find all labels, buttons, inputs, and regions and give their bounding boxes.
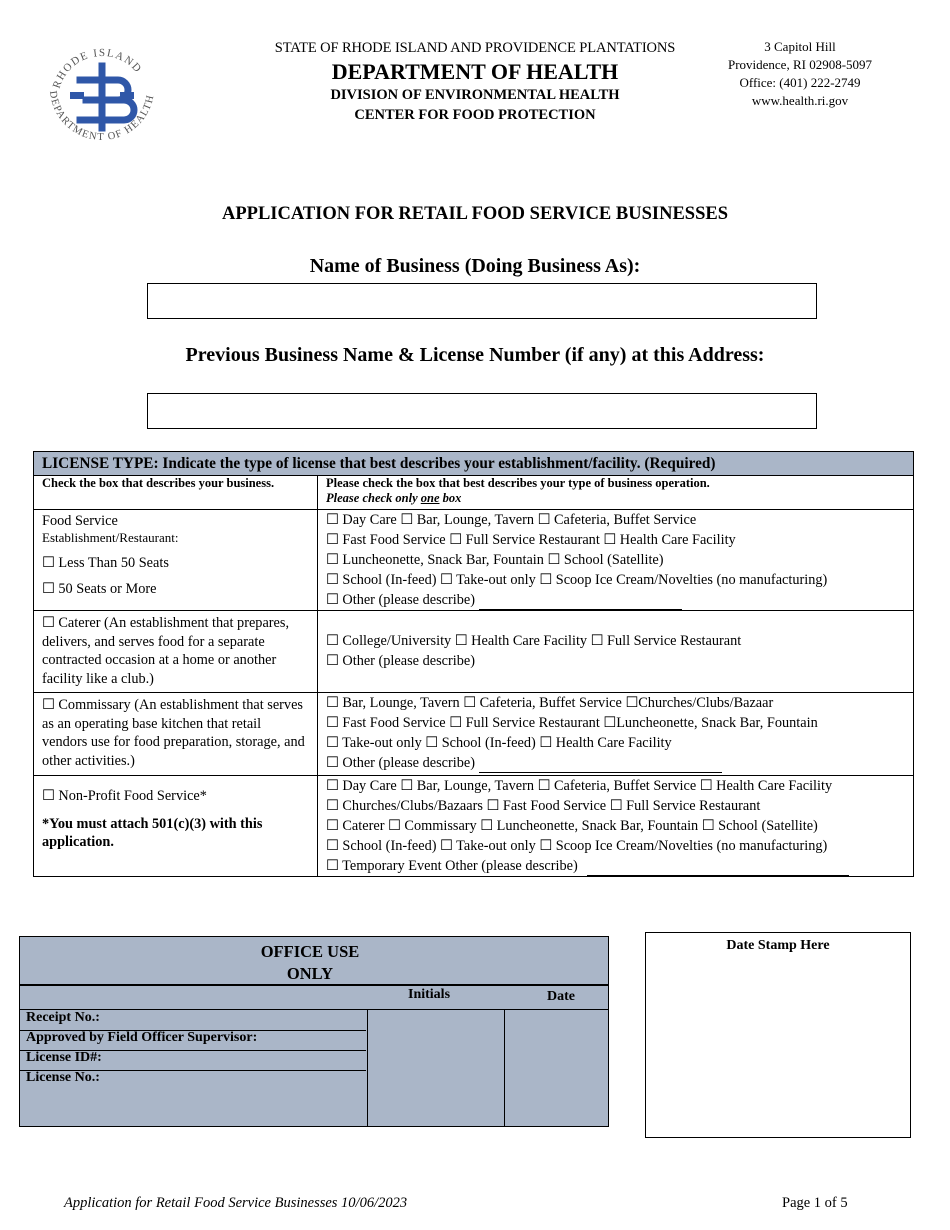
license-type-table <box>33 451 914 877</box>
date-stamp-box: Date Stamp Here <box>645 932 911 1138</box>
business-name-field[interactable] <box>147 283 817 319</box>
rhode-island-doh-seal <box>40 38 164 154</box>
department-name: DEPARTMENT OF HEALTH <box>331 59 619 84</box>
previous-business-label: Previous Business Name & License Number (if any) at this Address: <box>185 344 765 366</box>
col2-header-line1: Please check the box that best describes your type of business operation. <box>326 476 710 490</box>
option-line[interactable]: ☐ Other (please describe) <box>326 753 905 773</box>
option-line[interactable]: ☐ School (In-feed) ☐ Take-out only ☐ Scoop Ice Cream/Novelties (no manufacturing) <box>326 838 828 854</box>
license-id-label: License ID#: <box>26 1050 102 1065</box>
office-phone: Office: (401) 222-2749 <box>739 75 861 90</box>
license-row-caterer <box>34 611 914 693</box>
col1-header: Check the box that describes your business. <box>34 476 318 510</box>
svg-text:DEPARTMENT OF HEALTH: DEPARTMENT OF HEALTH <box>46 90 157 144</box>
address-line-1: 3 Capitol Hill <box>764 39 836 54</box>
option-line[interactable]: ☐ Churches/Clubs/Bazaars ☐ Fast Food Service ☐ Full Service Restaurant <box>326 798 761 814</box>
footer-form-id: Application for Retail Food Service Businesses 10/06/2023 <box>64 1195 408 1211</box>
state-name: STATE OF RHODE ISLAND AND PROVIDENCE PLANTATIONS <box>274 40 676 56</box>
other-describe-field[interactable] <box>479 758 722 773</box>
food-service-title: Food Service <box>42 513 118 529</box>
other-describe-field[interactable] <box>479 595 682 610</box>
checkbox-caterer[interactable]: ☐ Caterer (An establishment that prepares, delivers, and serves food for a separate contracted occasion at a home or another facility like a club.) <box>34 611 318 693</box>
contact-block <box>720 38 880 110</box>
option-line[interactable]: ☐ School (In-feed) ☐ Take-out only ☐ Scoop Ice Cream/Novelties (no manufacturing) <box>326 572 828 588</box>
option-line[interactable]: ☐ Take-out only ☐ School (In-feed) ☐ Health Care Facility <box>326 735 672 751</box>
license-row-non-profit <box>34 776 914 877</box>
date-header: Date <box>547 989 575 1004</box>
option-line[interactable]: ☐ Luncheonette, Snack Bar, Fountain ☐ School (Satellite) <box>326 552 664 568</box>
option-line[interactable]: ☐ Temporary Event Other (please describe) <box>326 856 905 876</box>
office-use-title: OFFICE USE ONLY <box>260 942 360 983</box>
website: www.health.ri.gov <box>751 93 849 108</box>
option-line[interactable]: ☐ Bar, Lounge, Tavern ☐ Cafeteria, Buffet Service ☐Churches/Clubs/Bazaar <box>326 695 774 711</box>
office-use-box <box>19 936 609 1127</box>
license-row-food-service <box>34 510 914 611</box>
checkbox-non-profit[interactable]: ☐ Non-Profit Food Service* <box>42 788 207 804</box>
other-describe-field[interactable] <box>587 861 849 876</box>
license-type-heading: LICENSE TYPE: Indicate the type of license that best describes your establishment/facility. (Required) <box>34 452 914 476</box>
option-line[interactable]: ☐ College/University ☐ Health Care Facility ☐ Full Service Restaurant <box>326 633 742 649</box>
option-line[interactable]: ☐ Other (please describe) <box>326 590 905 610</box>
col2-header-line2: Please check only one box <box>326 491 462 505</box>
option-line[interactable]: ☐ Day Care ☐ Bar, Lounge, Tavern ☐ Cafeteria, Buffet Service ☐ Health Care Facility <box>326 778 833 794</box>
option-line[interactable]: ☐ Day Care ☐ Bar, Lounge, Tavern ☐ Cafeteria, Buffet Service <box>326 512 697 528</box>
checkbox-50-seats-or-more[interactable]: ☐ 50 Seats or More <box>42 581 157 597</box>
option-line[interactable]: ☐ Fast Food Service ☐ Full Service Restaurant ☐Luncheonette, Snack Bar, Fountain <box>326 715 818 731</box>
license-no-label: License No.: <box>26 1070 100 1085</box>
division-name: DIVISION OF ENVIRONMENTAL HEALTH <box>330 87 620 103</box>
license-row-commissary <box>34 693 914 776</box>
non-profit-note: *You must attach 501(c)(3) with this application. <box>42 816 263 850</box>
approved-by-label: Approved by Field Officer Supervisor: <box>26 1030 258 1045</box>
receipt-no-label: Receipt No.: <box>26 1010 100 1025</box>
food-service-subtitle: Establishment/Restaurant: <box>42 530 179 545</box>
initials-header: Initials <box>408 987 451 1002</box>
previous-business-field[interactable] <box>147 393 817 429</box>
address-line-2: Providence, RI 02908-5097 <box>727 57 873 72</box>
business-name-label: Name of Business (Doing Business As): <box>309 255 641 277</box>
page-number: Page 1 of 5 <box>782 1195 848 1211</box>
option-line[interactable]: ☐ Other (please describe) <box>326 653 475 669</box>
letterhead <box>215 40 735 125</box>
option-line[interactable]: ☐ Caterer ☐ Commissary ☐ Luncheonette, Snack Bar, Fountain ☐ School (Satellite) <box>326 818 818 834</box>
checkbox-commissary[interactable]: ☐ Commissary (An establishment that serves as an operating base kitchen that retail vendors use for food preparation, storage, and other activities.) <box>34 693 318 776</box>
center-name: CENTER FOR FOOD PROTECTION <box>354 107 596 123</box>
checkbox-less-than-50-seats[interactable]: ☐ Less Than 50 Seats <box>42 555 169 571</box>
form-title: APPLICATION FOR RETAIL FOOD SERVICE BUSINESSES <box>222 204 728 224</box>
col2-header <box>318 476 914 510</box>
svg-text:RHODE ISLAND: RHODE ISLAND <box>50 46 145 91</box>
option-line[interactable]: ☐ Fast Food Service ☐ Full Service Restaurant ☐ Health Care Facility <box>326 532 736 548</box>
